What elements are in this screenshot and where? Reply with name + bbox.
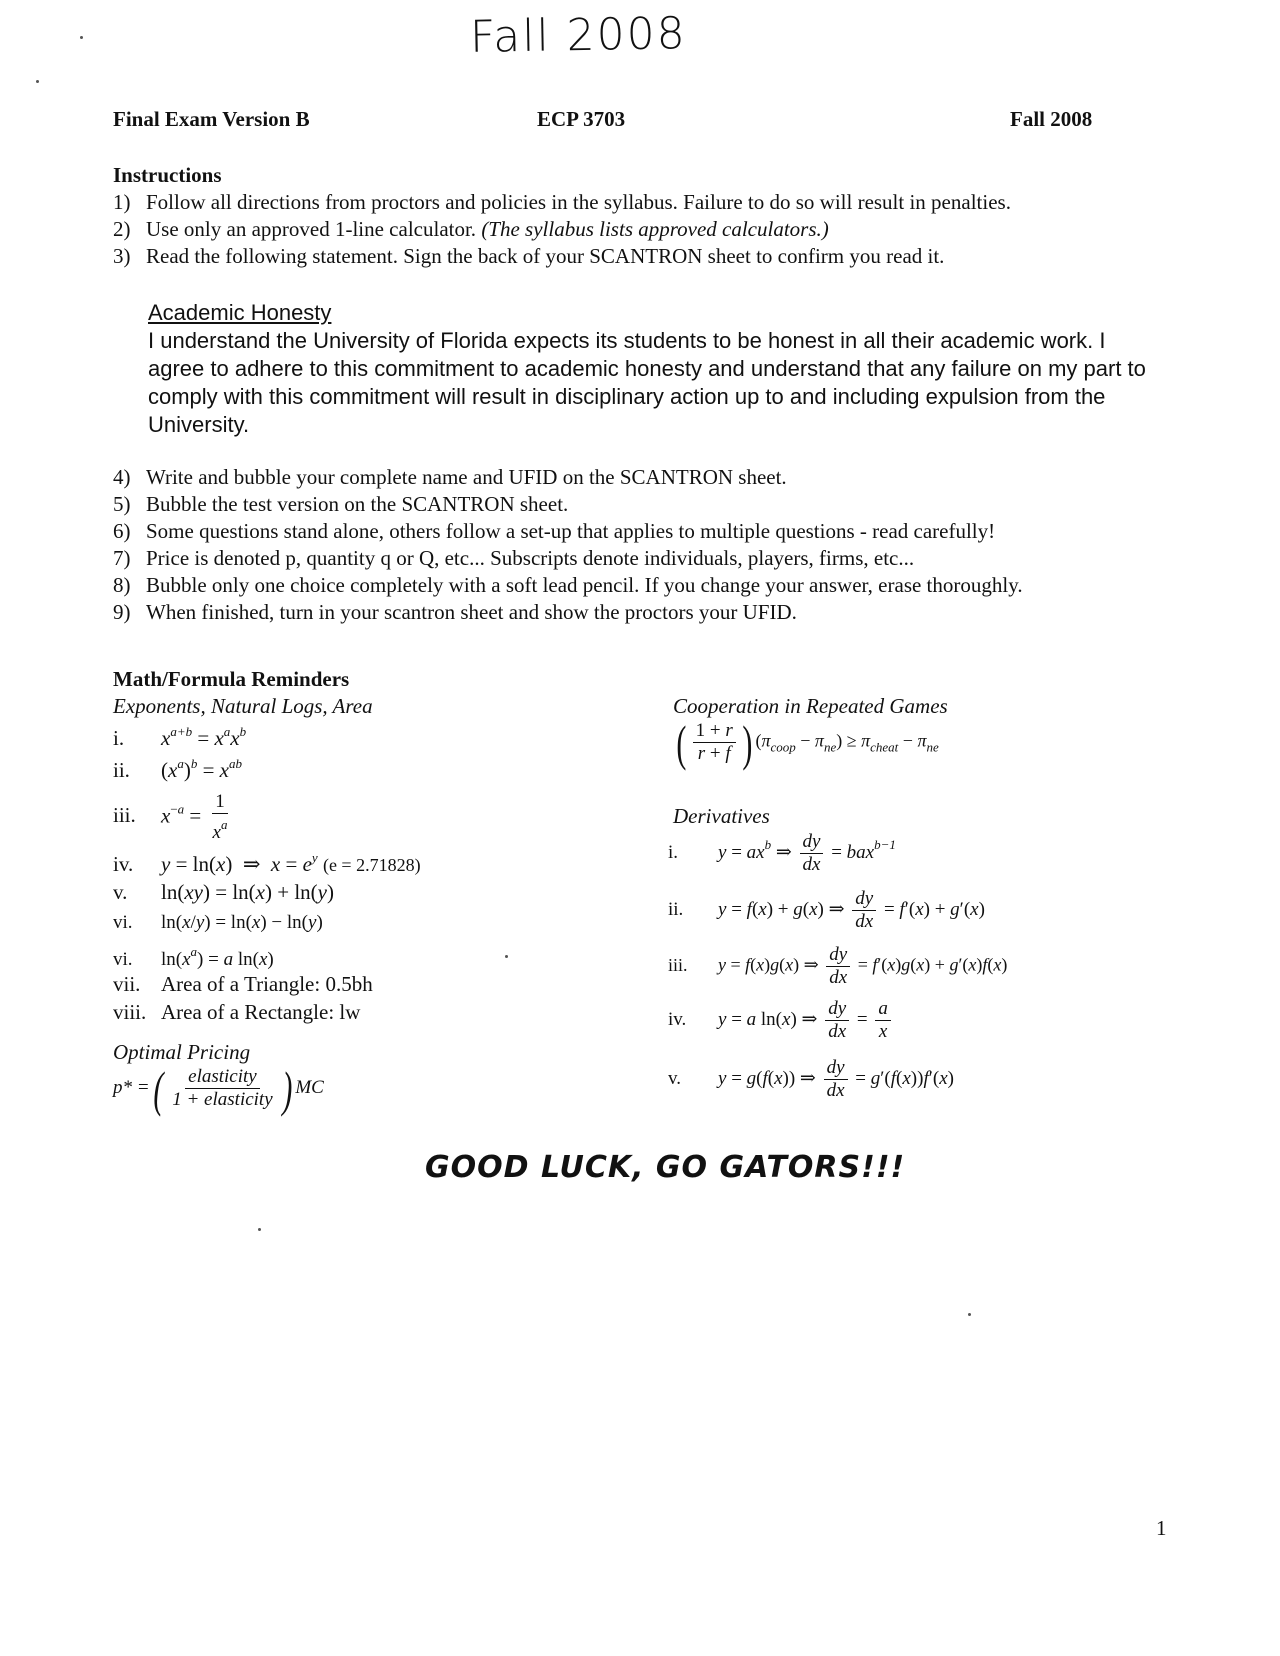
coop-title: Cooperation in Repeated Games xyxy=(673,694,948,718)
formula-ln-product: v. ln(xy) = ln(x) + ln(y) xyxy=(113,880,334,904)
speck xyxy=(36,80,39,83)
formula-cooperation: ( $\frac{1 + r}{r + f}$ ) $(\pi_{coop} - \pi_{ne}) \ge \pi_{cheat} - \pi_{ne}$ xyxy=(676,714,939,771)
instruction-item: 7) Price is denoted p, quantity q or Q, etc... Subscripts denote individuals, players, firms, etc... xyxy=(113,546,915,570)
instruction-item: 3) Read the following statement. Sign the back of your SCANTRON sheet to confirm you read it. xyxy=(113,244,945,268)
formula-derivative-chain: v. y = g(f(x)) ⇒ $\frac{dy}{dx}$ = g′(f(x))f′(x) xyxy=(668,1057,954,1101)
formula-derivative-log: iv. y = a ln(x) ⇒ $\frac{dy}{dx}$ = $\frac{a}{x}$ xyxy=(668,998,894,1043)
formula-ln-quotient: vi. ln(x/y) = ln(x) − ln(y) xyxy=(113,912,323,933)
exponents-title: Exponents, Natural Logs, Area xyxy=(113,694,373,718)
header-center: ECP 3703 xyxy=(537,107,626,131)
formula-triangle: vii. Area of a Triangle: 0.5bh xyxy=(113,972,373,996)
formula-exp-negative: iii. $x^{-a}$ = $\frac{1}{x^a}$ xyxy=(113,791,228,843)
header-left: Final Exam Version B xyxy=(113,107,310,131)
formula-derivative-power: i. $y = ax^b$ ⇒ $\frac{dy}{dx}$ = bax$^{b-1}$ xyxy=(668,831,896,875)
speck xyxy=(505,955,508,958)
reminders-title: Math/Formula Reminders xyxy=(113,667,350,691)
formula-ln-power: vi. $\ln(x^a) = a$ ln(x) xyxy=(113,944,274,970)
instruction-item: 8) Bubble only one choice completely with a soft lead pencil. If you change your answer, erase thoroughly. xyxy=(113,573,1023,597)
page-number: 1 xyxy=(1156,1516,1167,1540)
instruction-item: 5) Bubble the test version on the SCANTRON sheet. xyxy=(113,492,569,516)
formula-ln-def: iv. y = ln(x) ⇒ $x = e^y$ (e = 2.71828) xyxy=(113,850,421,876)
instruction-item: 4) Write and bubble your complete name and UFID on the SCANTRON sheet. xyxy=(113,465,787,489)
formula-rectangle: viii. Area of a Rectangle: lw xyxy=(113,1000,361,1024)
handwritten-note: Fall 2008 xyxy=(469,8,688,63)
formula-optimal-pricing: p* =( $\frac{\text{elasticity}}{\text{1 + elasticity}}$ ) MC xyxy=(113,1060,324,1117)
formula-derivative-sum: ii. y = f(x) + g(x) ⇒ $\frac{dy}{dx}$ = f′(x) + g′(x) xyxy=(668,888,985,932)
instructions-title: Instructions xyxy=(113,163,222,187)
speck xyxy=(80,36,83,39)
formula-exp-power: ii. $(x^a)^b = x^{ab}$ xyxy=(113,756,242,782)
formula-derivative-product: iii. y = f(x)g(x) ⇒ $\frac{dy}{dx}$ = f′(x)g(x) + g′(x)f(x) xyxy=(668,944,1008,988)
academic-honesty xyxy=(148,299,1148,439)
header-right: Fall 2008 xyxy=(1010,107,1093,131)
formula-exp-sum: i. $x^{a+b} = x^ax^b$ xyxy=(113,724,247,750)
derivatives-title: Derivatives xyxy=(673,804,770,828)
instruction-item: 2) Use only an approved 1-line calculator. (The syllabus lists approved calculators.) xyxy=(113,217,829,241)
speck xyxy=(258,1228,261,1231)
closing-message: GOOD LUCK, GO GATORS!!! xyxy=(425,1150,906,1185)
instruction-item: 9) When finished, turn in your scantron sheet and show the proctors your UFID. xyxy=(113,600,797,624)
honesty-text: I understand the University of Florida expects its students to be honest in all their academic work. I agree to adhere to this commitment to academic honesty and understand that any failure on my part to comply with this commitment will result in disciplinary action up to and including expulsion from the University. xyxy=(148,328,1146,437)
pricing-title: Optimal Pricing xyxy=(113,1040,251,1064)
instruction-item: 1) Follow all directions from proctors and policies in the syllabus. Failure to do so will result in penalties. xyxy=(113,190,1011,214)
honesty-title: Academic Honesty xyxy=(148,300,332,325)
speck xyxy=(968,1313,971,1316)
instruction-item: 6) Some questions stand alone, others follow a set-up that applies to multiple questions - read carefully! xyxy=(113,519,996,543)
